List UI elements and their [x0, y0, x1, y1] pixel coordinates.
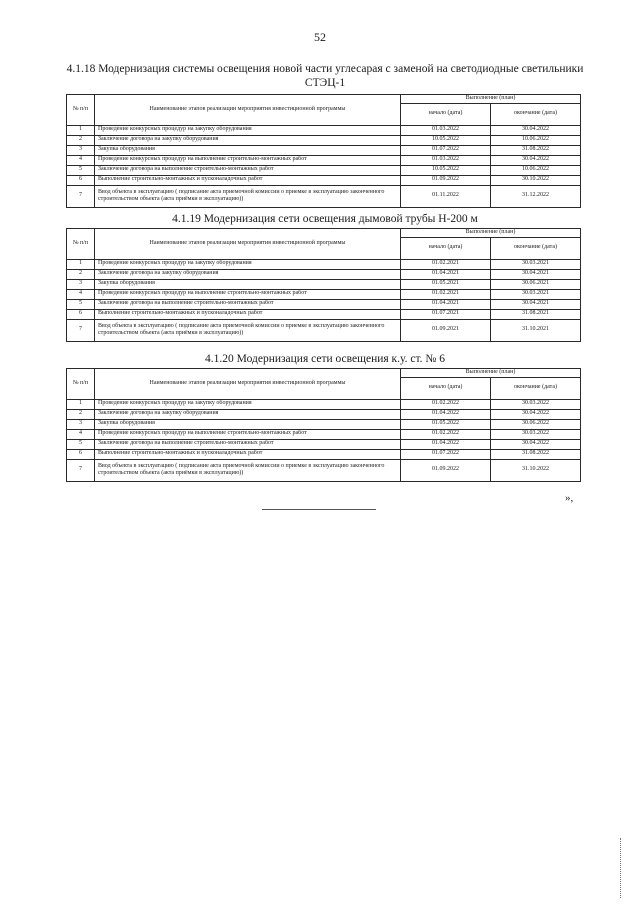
header-num: № п/п	[67, 229, 95, 260]
stage-name: Выполнение строительно-монтажных и пусконаладочных работ	[95, 175, 401, 185]
section-title-4-1-18: 4.1.18 Модернизация системы освещения новой части углесарая с заменой на светодиодные светильники СТЭЦ-1	[66, 63, 584, 89]
start-date: 01.05.2021	[401, 279, 491, 289]
row-number: 1	[67, 399, 95, 409]
end-date: 30.04.2022	[491, 409, 581, 419]
start-date: 01.09.2021	[401, 319, 491, 341]
table-row	[67, 155, 581, 165]
end-date: 31.08.2022	[491, 449, 581, 459]
table-row	[67, 299, 581, 309]
end-date: 30.03.2022	[491, 429, 581, 439]
end-date: 30.04.2021	[491, 269, 581, 279]
closing-quote-mark: »,	[565, 492, 574, 504]
row-number: 4	[67, 429, 95, 439]
stage-name: Ввод объекта в эксплуатацию ( подписание акта приемочной комиссии о приемке в эксплуатацию законченного строительством объекта (акта приёмки в эксплуатацию))	[95, 319, 401, 341]
row-number: 4	[67, 289, 95, 299]
start-date: 10.05.2022	[401, 165, 491, 175]
stage-name: Заключение договора на выполнение строительно-монтажных работ	[95, 165, 401, 175]
stage-name: Закупка оборудования	[95, 419, 401, 429]
stage-name: Заключение договора на выполнение строительно-монтажных работ	[95, 439, 401, 449]
stage-name: Проведение конкурсных процедур на выполнение строительно-монтажных работ	[95, 155, 401, 165]
header-name: Наименование этапов реализации мероприятия инвестиционной программы	[95, 95, 401, 126]
start-date: 01.07.2022	[401, 449, 491, 459]
row-number: 6	[67, 309, 95, 319]
end-date: 30.04.2021	[491, 299, 581, 309]
start-date: 01.02.2021	[401, 289, 491, 299]
schedule-table-4-1-19	[66, 228, 581, 342]
row-number: 3	[67, 145, 95, 155]
row-number: 4	[67, 155, 95, 165]
row-number: 5	[67, 299, 95, 309]
end-date: 30.06.2022	[491, 419, 581, 429]
row-number: 1	[67, 125, 95, 135]
row-number: 5	[67, 165, 95, 175]
table-row	[67, 165, 581, 175]
table-row	[67, 135, 581, 145]
start-date: 01.05.2022	[401, 419, 491, 429]
start-date: 01.02.2022	[401, 429, 491, 439]
end-date: 30.03.2022	[491, 399, 581, 409]
stage-name: Ввод объекта в эксплуатацию ( подписание акта приемочной комиссии о приемке в эксплуатацию законченного строительством объекта (акта приёмки в эксплуатацию))	[95, 459, 401, 481]
header-start: начало (дата)	[401, 237, 491, 259]
table-row	[67, 289, 581, 299]
table-row	[67, 175, 581, 185]
start-date: 01.07.2021	[401, 309, 491, 319]
header-end: окончание (дата)	[491, 103, 581, 125]
row-number: 6	[67, 175, 95, 185]
row-number: 2	[67, 135, 95, 145]
row-number: 7	[67, 459, 95, 481]
start-date: 01.02.2022	[401, 399, 491, 409]
header-end: окончание (дата)	[491, 377, 581, 399]
table-row	[67, 125, 581, 135]
header-plan: Выполнение (план)	[401, 95, 581, 104]
table-row	[67, 319, 581, 341]
header-plan: Выполнение (план)	[401, 229, 581, 238]
end-date: 30.10.2022	[491, 175, 581, 185]
end-date: 10.06.2022	[491, 135, 581, 145]
row-number: 2	[67, 409, 95, 419]
header-start: начало (дата)	[401, 103, 491, 125]
stage-name: Заключение договора на закупку оборудования	[95, 135, 401, 145]
start-date: 01.09.2022	[401, 459, 491, 481]
row-number: 3	[67, 419, 95, 429]
start-date: 01.04.2022	[401, 439, 491, 449]
end-date: 31.10.2021	[491, 319, 581, 341]
row-number: 7	[67, 185, 95, 207]
end-date: 31.08.2022	[491, 145, 581, 155]
row-number: 2	[67, 269, 95, 279]
stage-name: Проведение конкурсных процедур на закупку оборудования	[95, 259, 401, 269]
end-date: 30.04.2022	[491, 125, 581, 135]
table-row	[67, 409, 581, 419]
stage-name: Выполнение строительно-монтажных и пусконаладочных работ	[95, 309, 401, 319]
table-row	[67, 439, 581, 449]
end-date: 31.10.2022	[491, 459, 581, 481]
table-row	[67, 309, 581, 319]
start-date: 01.11.2022	[401, 185, 491, 207]
end-date: 31.08.2021	[491, 309, 581, 319]
stage-name: Заключение договора на закупку оборудования	[95, 409, 401, 419]
divider-line	[262, 509, 376, 510]
stage-name: Проведение конкурсных процедур на закупку оборудования	[95, 399, 401, 409]
start-date: 01.03.2022	[401, 125, 491, 135]
stage-name: Закупка оборудования	[95, 145, 401, 155]
start-date: 01.09.2022	[401, 175, 491, 185]
row-number: 7	[67, 319, 95, 341]
start-date: 01.04.2021	[401, 299, 491, 309]
stage-name: Выполнение строительно-монтажных и пусконаладочных работ	[95, 449, 401, 459]
row-number: 3	[67, 279, 95, 289]
start-date: 10.05.2022	[401, 135, 491, 145]
section-title-4-1-19: 4.1.19 Модернизация сети освещения дымовой трубы Н-200 м	[172, 213, 478, 225]
stage-name: Заключение договора на закупку оборудования	[95, 269, 401, 279]
schedule-table-4-1-18	[66, 94, 581, 208]
row-number: 6	[67, 449, 95, 459]
start-date: 01.02.2021	[401, 259, 491, 269]
header-end: окончание (дата)	[491, 237, 581, 259]
start-date: 01.03.2022	[401, 155, 491, 165]
page-number: 52	[314, 30, 326, 44]
end-date: 31.12.2022	[491, 185, 581, 207]
stage-name: Закупка оборудования	[95, 279, 401, 289]
table-row	[67, 449, 581, 459]
start-date: 01.07.2022	[401, 145, 491, 155]
table-row	[67, 419, 581, 429]
header-num: № п/п	[67, 369, 95, 400]
margin-stamp-mark	[620, 838, 627, 898]
header-plan: Выполнение (план)	[401, 369, 581, 378]
stage-name: Проведение конкурсных процедур на закупку оборудования	[95, 125, 401, 135]
table-row	[67, 279, 581, 289]
header-name: Наименование этапов реализации мероприятия инвестиционной программы	[95, 229, 401, 260]
schedule-table-4-1-20	[66, 368, 581, 482]
table-row	[67, 429, 581, 439]
section-title-4-1-20: 4.1.20 Модернизация сети освещения к.у. ст. № 6	[205, 353, 445, 365]
table-row	[67, 269, 581, 279]
row-number: 5	[67, 439, 95, 449]
end-date: 30.04.2022	[491, 155, 581, 165]
end-date: 30.03.2021	[491, 259, 581, 269]
start-date: 01.04.2022	[401, 409, 491, 419]
header-start: начало (дата)	[401, 377, 491, 399]
stage-name: Проведение конкурсных процедур на выполнение строительно-монтажных работ	[95, 289, 401, 299]
end-date: 30.03.2021	[491, 289, 581, 299]
header-name: Наименование этапов реализации мероприятия инвестиционной программы	[95, 369, 401, 400]
table-row	[67, 399, 581, 409]
end-date: 30.06.2021	[491, 279, 581, 289]
stage-name: Проведение конкурсных процедур на выполнение строительно-монтажных работ	[95, 429, 401, 439]
table-row	[67, 259, 581, 269]
end-date: 30.04.2022	[491, 439, 581, 449]
end-date: 10.06.2022	[491, 165, 581, 175]
row-number: 1	[67, 259, 95, 269]
start-date: 01.04.2021	[401, 269, 491, 279]
stage-name: Заключение договора на выполнение строительно-монтажных работ	[95, 299, 401, 309]
table-row	[67, 185, 581, 207]
stage-name: Ввод объекта в эксплуатацию ( подписание акта приемочной комиссии о приемке в эксплуатацию законченного строительством объекта (акта приёмки в эксплуатацию))	[95, 185, 401, 207]
table-row	[67, 145, 581, 155]
header-num: № п/п	[67, 95, 95, 126]
table-row	[67, 459, 581, 481]
